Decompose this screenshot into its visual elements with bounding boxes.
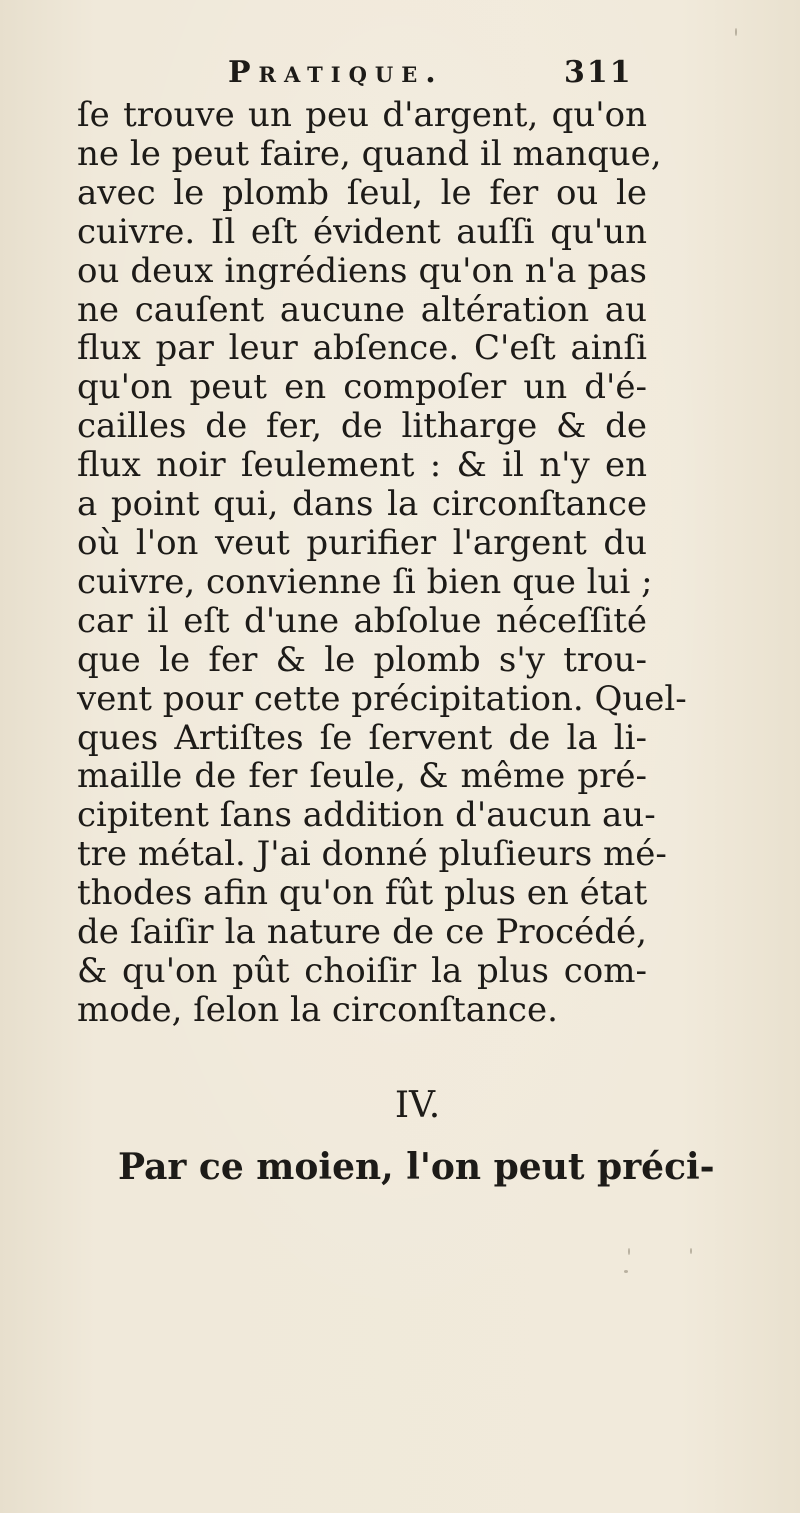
- text-line: thodes afin qu'on fût plus en état: [77, 873, 648, 914]
- page-header: [0, 50, 800, 96]
- text-line: ne cauſent aucune altération au: [77, 289, 647, 330]
- text-line: a point qui, dans la circonſtance: [77, 484, 647, 525]
- text-line: & qu'on pût choiſir la plus com-: [77, 950, 647, 991]
- text-line: qu'on peut en compoſer un d'é-: [77, 367, 647, 408]
- paper-speck: [624, 1270, 628, 1273]
- text-line: tre métal. J'ai donné pluſieurs mé-: [77, 834, 667, 875]
- running-head: Pratique.: [228, 55, 444, 90]
- text-line: ne le peut faire, quand il manque,: [77, 133, 662, 174]
- section-heading: IV.: [394, 1085, 441, 1126]
- page-number: 311: [564, 55, 633, 90]
- text-line: de ſaiſir la nature de ce Procédé,: [77, 912, 647, 953]
- body-paragraph: [77, 95, 687, 1030]
- text-line: ou deux ingrédiens qu'on n'a pas: [77, 250, 647, 291]
- text-line: ques Artiſtes ſe ſervent de la li-: [77, 717, 647, 758]
- text-line: cailles de fer, de litharge & de: [77, 406, 647, 447]
- next-paragraph-start: Par ce moien, l'on peut préci-: [118, 1146, 715, 1188]
- text-line: cuivre, convienne ſi bien que lui ;: [77, 561, 653, 602]
- text-line: que le fer & le plomb s'y trou-: [77, 639, 647, 680]
- text-line: avec le plomb ſeul, le fer ou le: [77, 172, 647, 213]
- paper-speck: [735, 28, 737, 36]
- text-line: vent pour cette précipitation. Quel-: [77, 678, 687, 719]
- text-line: flux noir ſeulement : & il n'y en: [77, 445, 647, 486]
- text-line: ſe trouve un peu d'argent, qu'on: [77, 95, 647, 135]
- paper-speck: [628, 1248, 630, 1255]
- text-line: car il eſt d'une abſolue néceſſité: [77, 600, 647, 641]
- paper-speck: [690, 1248, 692, 1254]
- text-line: flux par leur abſence. C'eſt ainſi: [77, 328, 647, 369]
- text-line: où l'on veut purifier l'argent du: [77, 522, 647, 563]
- text-line: cuivre. Il eſt évident auſſi qu'un: [77, 211, 647, 252]
- text-line: maille de fer ſeule, & même pré-: [77, 756, 647, 797]
- text-line: cipitent ſans addition d'aucun au-: [77, 795, 656, 836]
- text-line: mode, ſelon la circonſtance.: [77, 989, 558, 1030]
